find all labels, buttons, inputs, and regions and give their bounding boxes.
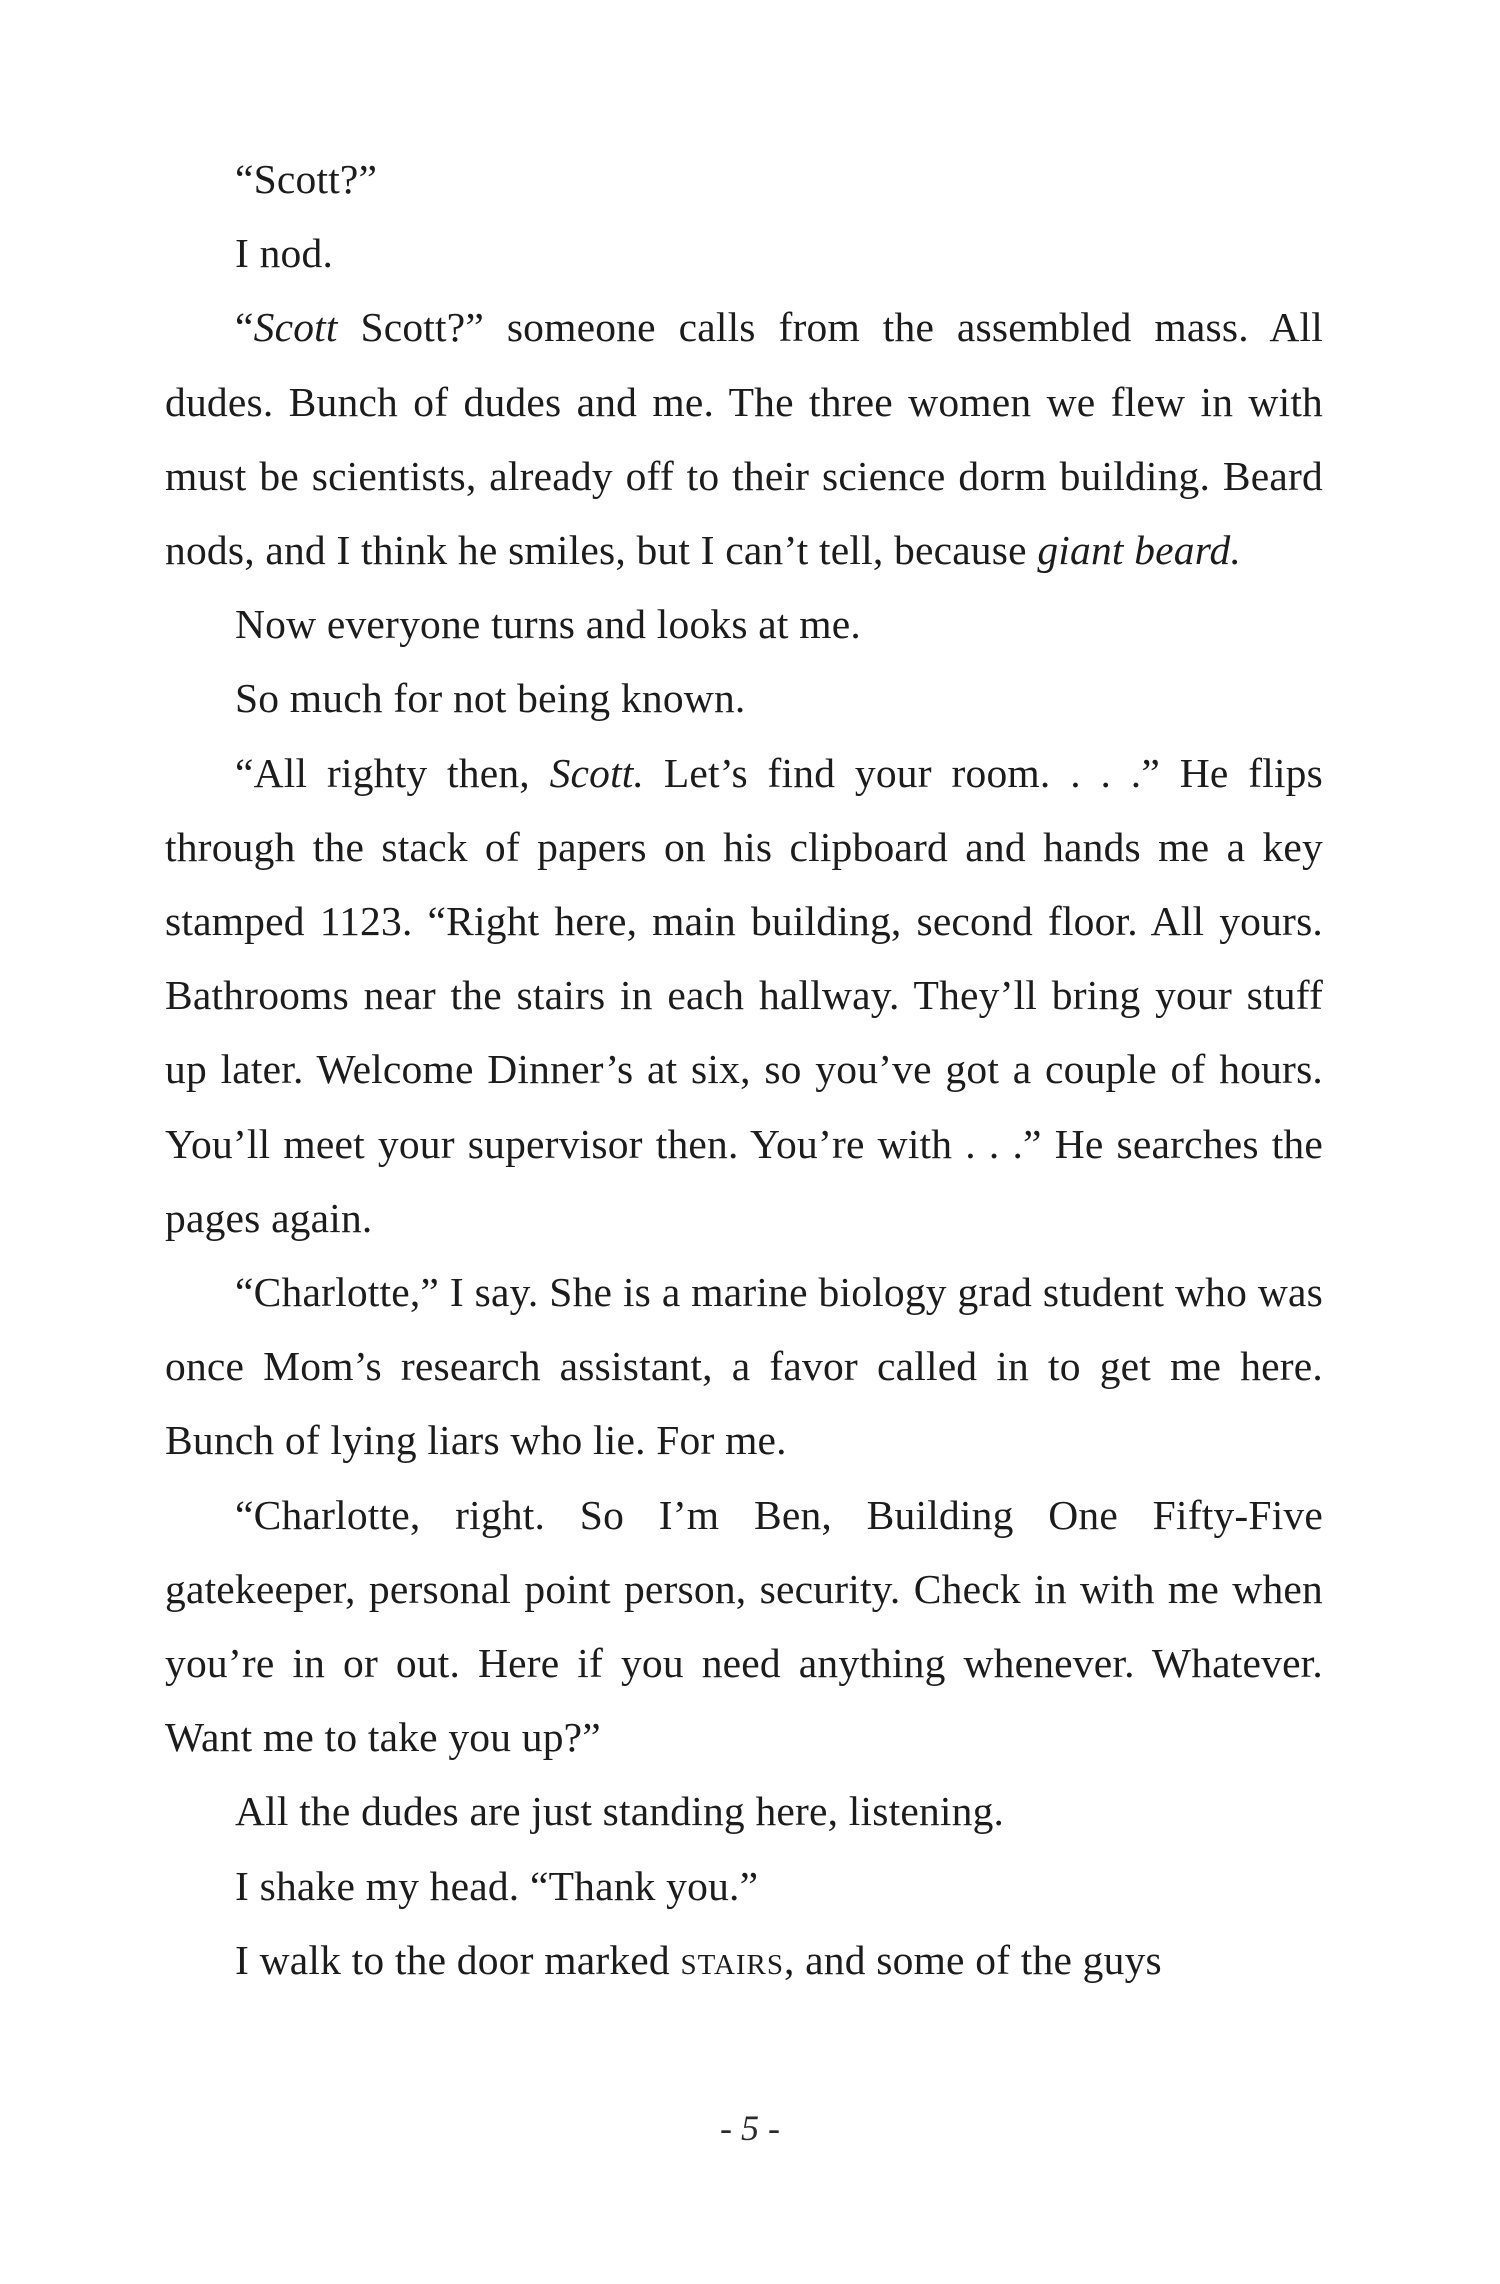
text-segment: “Charlotte,” I say. She is a marine biology grad student who was once Mom’s research assistant, a favor called in to get me here. Bunch of lying liars who lie. For me. — [165, 1269, 1323, 1464]
paragraph — [165, 290, 1323, 587]
text-segment: I nod. — [235, 230, 334, 277]
text-segment: , and some of the guys — [784, 1936, 1162, 1983]
paragraph — [165, 1774, 1323, 1848]
paragraph — [165, 142, 1323, 216]
text-segment: Now everyone turns and looks at me. — [235, 601, 861, 648]
page-number: - 5 - — [720, 2108, 780, 2148]
text-segment: Scott?” someone calls from the assembled mass. All dudes. Bunch of dudes and me. The three women we flew in with must be scientists, already off to their science dorm building. Beard nods, and I think he smiles, but I can’t tell, because — [165, 304, 1323, 574]
paragraph — [165, 1255, 1323, 1478]
paragraph — [165, 1478, 1323, 1775]
text-segment: So much for not being known. — [235, 675, 746, 722]
text-segment: “ — [235, 304, 254, 351]
smallcaps-text: stairs — [680, 1936, 785, 1983]
italic-text: giant beard. — [1037, 527, 1242, 574]
italic-text: Scott — [253, 304, 338, 351]
text-segment: Let’s find your room. . . .” He flips through the stack of papers on his clipboard and hands me a key stamped 1123. “Right here, main building, second floor. All yours. Bathrooms near the stairs in each hallway. They’ll bring your stuff up later. Welcome Dinner’s at six, so you’ve got a couple of hours. You’ll meet your supervisor then. You’re with . . .” He searches the pages again. — [165, 749, 1323, 1241]
paragraph — [165, 1923, 1323, 1997]
paragraph — [165, 216, 1323, 290]
text-segment: All the dudes are just standing here, listening. — [235, 1788, 1005, 1835]
paragraph — [165, 736, 1323, 1255]
body-text — [165, 142, 1323, 1997]
text-segment: I shake my head. “Thank you.” — [235, 1862, 759, 1909]
paragraph — [165, 587, 1323, 661]
italic-text: Scott. — [549, 749, 645, 796]
text-segment: I walk to the door marked — [235, 1936, 681, 1983]
paragraph — [165, 661, 1323, 735]
paragraph — [165, 1849, 1323, 1923]
text-segment: “Scott?” — [235, 156, 378, 202]
text-segment: “All righty then, — [235, 749, 550, 796]
text-segment: “Charlotte, right. So I’m Ben, Building One Fifty-Five gatekeeper, personal point person, security. Check in with me when you’re in or out. Here if you need anything whenever. Whatever. Want me to take you up?” — [165, 1491, 1323, 1761]
